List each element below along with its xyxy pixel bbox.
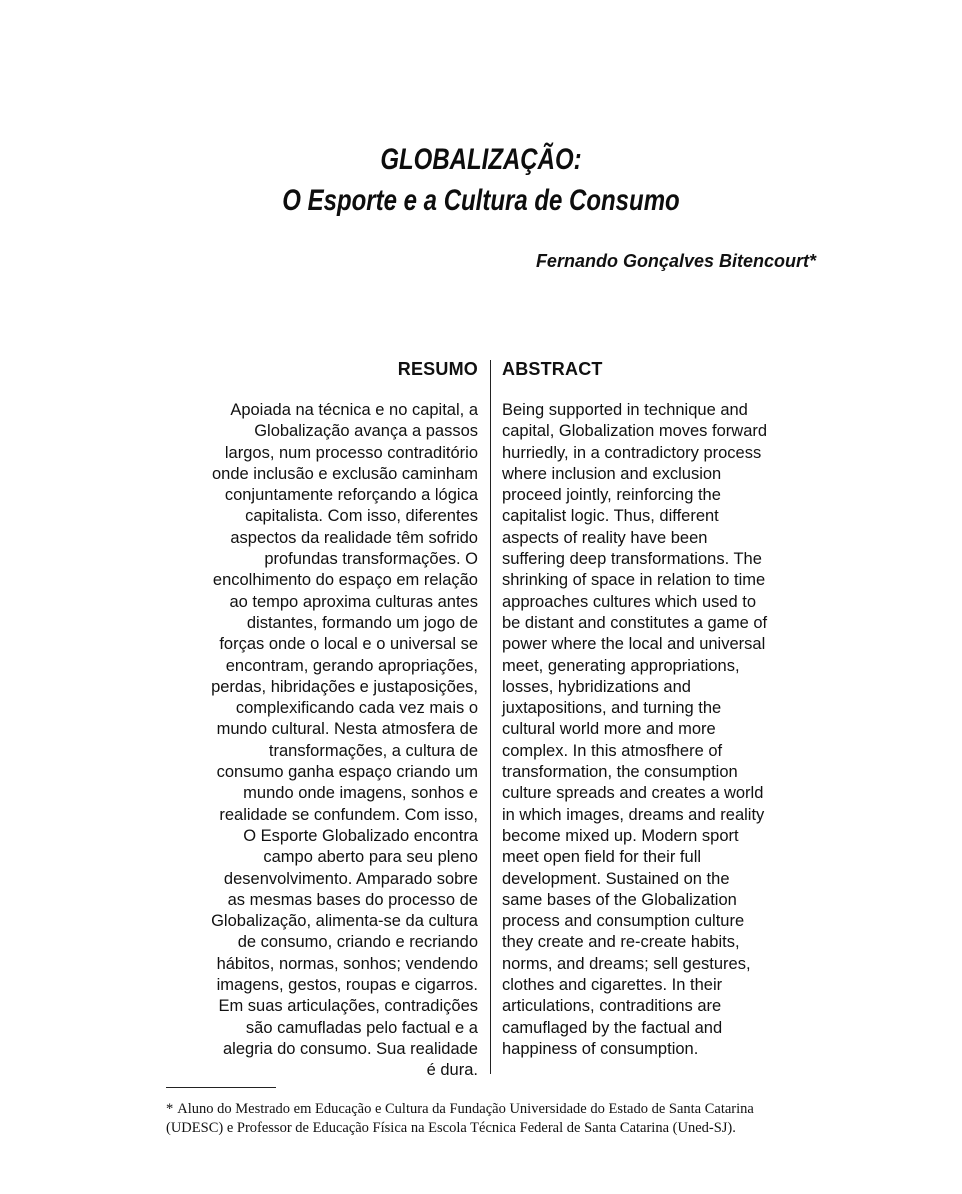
abstract-line: they create and re-create habits, (502, 933, 740, 952)
resumo-line: hábitos, normas, sonhos; vendendo (216, 954, 478, 973)
abstract-line: shrinking of space in relation to time (502, 571, 766, 590)
abstract-line: development. Sustained on the (502, 869, 730, 888)
abstract-line: norms, and dreams; sell gestures, (502, 954, 751, 973)
footnote-line-1 (166, 1100, 846, 1119)
abstract-line: clothes and cigarettes. In their (502, 976, 723, 995)
resumo-line: capitalista. Com isso, diferentes (245, 507, 478, 526)
abstract-line: process and consumption culture (502, 912, 745, 931)
resumo-line: largos, num processo contraditório (224, 443, 478, 462)
abstract-line: cultural world more and more (502, 720, 716, 739)
resumo-line: consumo ganha espaço criando um (216, 763, 478, 782)
column-divider (490, 360, 491, 1074)
resumo-line: onde inclusão e exclusão caminham (212, 464, 478, 483)
footnote-rule (166, 1087, 276, 1088)
abstract-line: aspects of reality have been (502, 528, 708, 547)
abstract-line: same bases of the Globalization (502, 890, 737, 909)
resumo-line: as mesmas bases do processo de (227, 890, 478, 909)
resumo-body (166, 400, 478, 1082)
footnote-text-1: Aluno do Mestrado em Educação e Cultura da Fundação Universidade do Estado de Santa Catarina (177, 1101, 754, 1117)
title-line-2: O Esporte e a Cultura de Consumo (282, 184, 680, 217)
resumo-line: mundo onde imagens, sonhos e (243, 784, 478, 803)
abstract-line: capitalist logic. Thus, different (502, 507, 719, 526)
resumo-line: encolhimento do espaço em relação (212, 571, 478, 590)
abstract-line: approaches cultures which used to (502, 592, 757, 611)
abstract-line: complex. In this atmosfhere of (502, 741, 723, 760)
resumo-line: ao tempo aproxima culturas antes (229, 592, 478, 611)
resumo-line: Em suas articulações, contradições (218, 997, 478, 1016)
resumo-column (166, 356, 478, 1082)
resumo-line: O Esporte Globalizado encontra (243, 826, 478, 845)
abstract-line: hurriedly, in a contradictory process (502, 443, 762, 462)
resumo-line: conjuntamente reforçando a lógica (224, 486, 478, 505)
abstract-body (502, 400, 822, 1060)
resumo-line: perdas, hibridações e justaposições, (211, 677, 478, 696)
abstract-column (502, 356, 822, 1060)
resumo-line: alegria do consumo. Sua realidade (222, 1039, 478, 1058)
footnote-line-2: (UDESC) e Professor de Educação Física na Escola Técnica Federal de Santa Catarina (Uned-SJ). (166, 1120, 736, 1136)
resumo-line: desenvolvimento. Amparado sobre (223, 869, 478, 888)
resumo-heading: RESUMO (397, 359, 478, 379)
abstract-line: articulations, contraditions are (502, 997, 722, 1016)
footnote (166, 1100, 846, 1138)
resumo-line: Globalização avança a passos (254, 422, 478, 441)
abstract-line: losses, hybridizations and (502, 677, 691, 696)
abstract-line: culture spreads and creates a world (502, 784, 764, 803)
resumo-line: Apoiada na técnica e no capital, a (230, 401, 478, 419)
resumo-line: é dura. (426, 1061, 478, 1080)
resumo-line: Globalização, alimenta-se da cultura (211, 912, 478, 931)
abstract-line: meet, generating appropriations, (502, 656, 740, 675)
resumo-line: de consumo, criando e recriando (237, 933, 478, 952)
abstract-line: in which images, dreams and reality (502, 805, 765, 824)
resumo-line: distantes, formando um jogo de (246, 613, 478, 632)
abstract-line: suffering deep transformations. The (502, 550, 762, 569)
author-name: Fernando Gonçalves Bitencourt* (535, 251, 816, 271)
abstract-line: power where the local and universal (502, 635, 766, 654)
resumo-line: campo aberto para seu pleno (263, 848, 478, 867)
resumo-line: profundas transformações. O (264, 550, 478, 569)
abstract-line: capital, Globalization moves forward (502, 422, 768, 441)
abstract-line: meet open field for their full (502, 848, 702, 867)
resumo-line: realidade se confundem. Com isso, (219, 805, 478, 824)
abstract-line: become mixed up. Modern sport (502, 826, 739, 845)
resumo-line: encontram, gerando apropriações, (225, 656, 478, 675)
abstract-line: transformation, the consumption (502, 763, 738, 782)
resumo-line: imagens, gestos, roupas e cigarros. (216, 976, 478, 995)
abstract-line: happiness of consumption. (502, 1039, 699, 1058)
title-line-1: GLOBALIZAÇÃO: (380, 143, 582, 176)
footnote-marker: * (166, 1101, 174, 1117)
resumo-line: são camufladas pelo factual e a (245, 1018, 478, 1037)
resumo-line: forças onde o local e o universal se (219, 635, 478, 654)
abstract-line: Being supported in technique and (502, 401, 748, 419)
abstract-line: juxtapositions, and turning the (502, 699, 722, 718)
abstract-line: be distant and constitutes a game of (502, 613, 768, 632)
abstract-line: where inclusion and exclusion (502, 464, 722, 483)
resumo-line: mundo cultural. Nesta atmosfera de (216, 720, 478, 739)
resumo-line: complexificando cada vez mais o (235, 699, 478, 718)
abstract-line: proceed jointly, reinforcing the (502, 486, 721, 505)
resumo-line: transformações, a cultura de (268, 741, 478, 760)
abstract-line: camuflaged by the factual and (502, 1018, 723, 1037)
resumo-line: aspectos da realidade têm sofrido (230, 528, 478, 547)
abstract-heading: ABSTRACT (502, 359, 603, 379)
